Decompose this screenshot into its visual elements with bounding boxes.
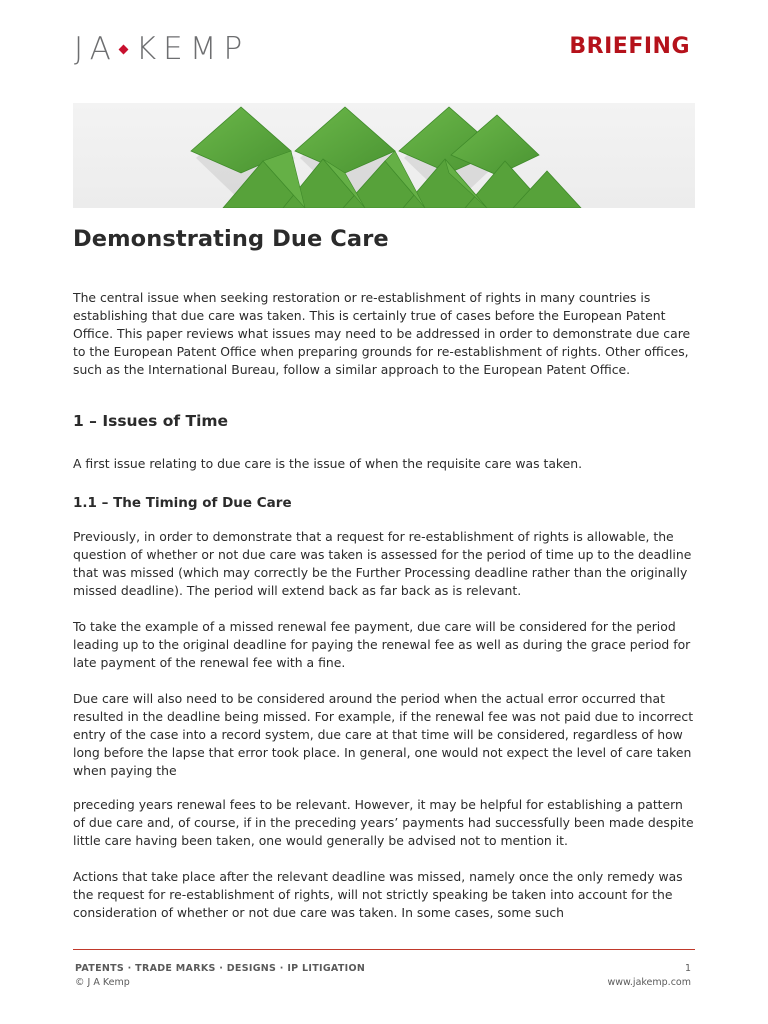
footer-divider <box>73 949 695 950</box>
body-paragraph: Previously, in order to demonstrate that a request for re-establishment of rights is allowable, the question of whether or not due care was taken is assessed for the period of time up to the deadline that was missed (which may correctly be the Further Processing deadline rather than the originally missed deadline). The period will extend back as far back as is relevant. <box>73 529 692 598</box>
body-paragraph: Due care will also need to be considered around the period when the actual error occurred that resulted in the deadline being missed. For example, if the renewal fee was not paid due to incorrect entry of the case into a record system, due care at that time will be considered, regardless of how long before the lapse that error took place. In general, one would not expect the level of care taken when paying the <box>73 691 694 778</box>
footer-practice-areas: PATENTS · TRADE MARKS · DESIGNS · IP LITIGATION <box>75 963 366 974</box>
footer-website-link[interactable]: www.jakemp.com <box>607 977 691 988</box>
footer-copyright: © J A Kemp <box>75 977 130 988</box>
logo-diamond-icon <box>118 45 128 55</box>
body-paragraph: Actions that take place after the relevant deadline was missed, namely once the only remedy was the request for re-establishment of rights, will not strictly speaking be taken into account for the consideration of whether or not due care was taken. In some cases, some such <box>73 869 683 920</box>
page-title: Demonstrating Due Care <box>73 226 389 252</box>
section-heading: 1 – Issues of Time <box>73 412 229 430</box>
body-paragraph: To take the example of a missed renewal fee payment, due care will be considered for the period leading up to the original deadline for paying the renewal fee as well as during the grace period for late payment of the renewal fee with a fine. <box>73 619 691 670</box>
page-number: 1 <box>684 963 691 974</box>
intro-paragraph: The central issue when seeking restoration or re-establishment of rights in many countries is establishing that due care was taken. This is certainly true of cases before the European Patent Office. This paper reviews what issues may need to be addressed in order to demonstrate due care to the European Patent Office when preparing grounds for re-establishment of rights. Other offices, such as the International Bureau, follow a similar approach to the European Patent Office. <box>73 290 691 377</box>
body-paragraph: preceding years renewal fees to be relevant. However, it may be helpful for establishing a pattern of due care and, of course, if in the preceding years’ payments had successfully been made despite little care having been taken, one would generally be advised not to mention it. <box>73 797 694 848</box>
section-intro-paragraph: A first issue relating to due care is the issue of when the requisite care was taken. <box>73 456 583 471</box>
subsection-heading: 1.1 – The Timing of Due Care <box>73 495 292 511</box>
banner-image <box>73 103 695 208</box>
green-triangle-tiles-icon <box>73 103 695 208</box>
company-logo <box>74 32 249 66</box>
briefing-badge: BRIEFING <box>569 34 690 59</box>
logo-text-right: KEMP <box>135 31 250 67</box>
logo-text-left: JA <box>74 31 118 67</box>
